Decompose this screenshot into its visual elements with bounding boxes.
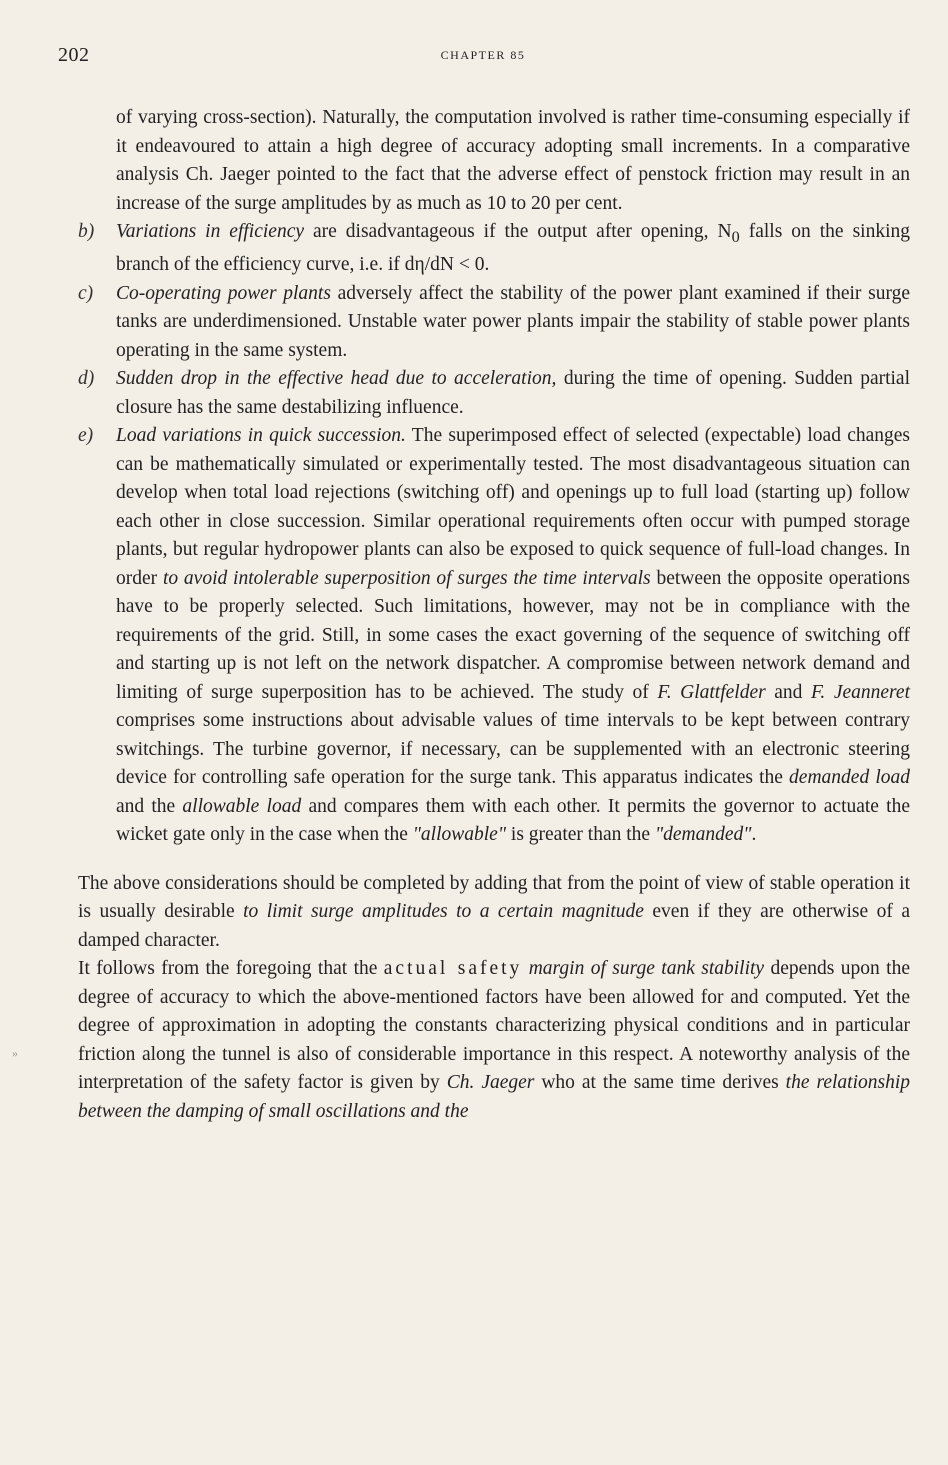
item-lead: Variations in efficiency [116, 221, 305, 242]
list-item [78, 422, 910, 850]
item-lead: Sudden drop in the effective head due to acceleration, [116, 368, 557, 390]
item-text: Load variations in quick succession. The superimposed effect of selected (expectable) load changes can be mathematically simulated or experimentally tested. The most disadvantageous situation can develop when total load rejections (switching off) and openings up to full load (starting up) follow each other in close succession. Similar operational requirements often occur with pumped storage plants, but regular hydropower plants can also be exposed to quick sequence of full-load changes. In order to avoid intolerable superposition of surges the time intervals between the opposite operations have to be properly selected. Such limitations, however, may not be in compliance with the requirements of the grid. Still, in some cases the exact governing of the sequence of switching off and starting up is not left on the network dispatcher. A compromise between network demand and limiting of surge superposition has to be achieved. The study of F. Glattfelder and F. Jeanneret comprises some instructions about advisable values of time intervals to be kept between contrary switchings. The turbine governor, if necessary, can be supplemented with an electronic steering device for controlling safe operation for the surge tank. This apparatus indicates the demanded load and the allowable load and compares them with each other. It permits the governor to actuate the wicket gate only in the case when the "allowable" is greater than the "demanded". [116, 425, 911, 846]
item-text: Sudden drop in the effective head due to acceleration, during the time of opening. Sudden partial closure has the same destabilizing influence. [116, 368, 910, 418]
continuation-paragraph: of varying cross-section). Naturally, the computation involved is rather time-consuming especially if it endeavoured to attain a high degree of accuracy adopting small increments. In a comparative analysis Ch. Jaeger pointed to the fact that the adverse effect of penstock friction may result in an increase of the surge amplitudes by as much as 10 to 20 per cent. [116, 107, 910, 214]
paragraph-gap [78, 850, 910, 870]
item-label: b) [78, 221, 95, 242]
item-lead: Co-operating power plants [116, 282, 331, 304]
list-item [78, 365, 910, 422]
item-lead: Load variations in quick succession. [116, 425, 406, 447]
spaced-emphasis: actual safety [383, 958, 523, 980]
item-label: e) [78, 425, 94, 447]
list-item [78, 280, 910, 366]
running-head: CHAPTER 85 [440, 48, 526, 62]
list-item [78, 218, 910, 280]
item-text: Co-operating power plants adversely affect the stability of the power plant examined if their surge tanks are underdimensioned. Unstable water power plants impair the stability of stable power plants operating in the same system. [116, 282, 910, 361]
paragraph: The above considerations should be completed by adding that from the point of view of stable operation it is usually desirable to limit surge amplitudes to a certain magnitude even if they are otherwise of a damped character. [78, 872, 910, 951]
body-text [78, 104, 910, 1126]
paragraph: It follows from the foregoing that the actual safety margin of surge tank stability depends upon the degree of accuracy to which the above-mentioned factors have been allowed for and computed. Yet the degree of approximation in adopting the constants characterizing physical conditions and in particular friction along the tunnel is also of considerable importance in this respect. A noteworthy analysis of the interpretation of the safety factor is given by Ch. Jaeger who at the same time derives the relationship between the damping of small oscillations and the [78, 958, 911, 1122]
item-label: d) [78, 368, 95, 390]
item-label: c) [78, 282, 94, 304]
page-header [58, 44, 908, 72]
page-number: 202 [58, 44, 90, 66]
item-text: Variations in efficiency are disadvantageous if the output after opening, $N_0$ falls on the sinking branch of the efficiency curve, i.e. if dη/dN < 0. [116, 221, 910, 276]
margin-mark: » [12, 1046, 18, 1060]
